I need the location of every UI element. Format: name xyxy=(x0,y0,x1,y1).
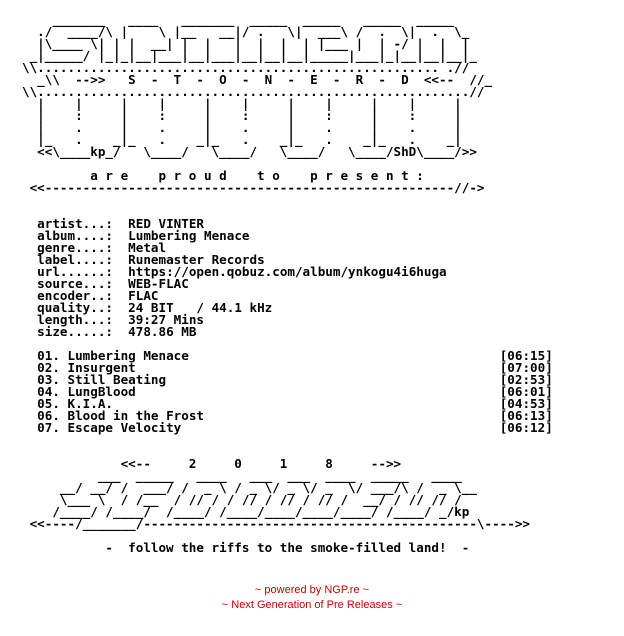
info-key: quality..: xyxy=(37,300,113,315)
logo-line: \___ \ / /__ / // / / // / // / // / __/ / // // / xyxy=(22,492,462,507)
info-key: artist...: xyxy=(37,216,113,231)
track-title: LungBlood xyxy=(67,384,136,399)
track-time: [06:13] xyxy=(499,408,553,423)
banner-line: _|_____/ |_|_|__|___|__|___|__|__|__|_____|___|_|__|__|__|_ xyxy=(22,48,477,63)
info-value: https://open.qobuz.com/album/ynkogu4i6huga xyxy=(128,264,447,279)
track-time: [06:15] xyxy=(499,348,553,363)
info-value: 39:27 Mins xyxy=(128,312,204,327)
banner-line: | : | : | : | : | : | xyxy=(22,108,462,123)
info-value: WEB-FLAC xyxy=(128,276,189,291)
track-number: 07. xyxy=(37,420,60,435)
track-title: Escape Velocity xyxy=(67,420,182,435)
track-time: [06:01] xyxy=(499,384,553,399)
nfo-text xyxy=(22,14,553,554)
info-key: album....: xyxy=(37,228,113,243)
info-value: 478.86 MB xyxy=(128,324,197,339)
footer-ngp: ~ Next Generation of Pre Releases ~ xyxy=(221,599,403,611)
logo-line: __/ __/ / ___/ / _ \ / _ \/ _ \/ _ \/ ___/\ / _ \__ xyxy=(22,480,477,495)
banner-line: <<\____kp_/ \____/ \____/ \____/ \____/ShD\____/>> xyxy=(22,144,477,159)
track-number: 02. xyxy=(37,360,60,375)
track-number: 06. xyxy=(37,408,60,423)
banner-line: \\..................................................... .// xyxy=(22,60,470,75)
info-key: length...: xyxy=(37,312,113,327)
track-title: Insurgent xyxy=(67,360,136,375)
presents-text: a r e p r o u d t o p r e s e n t : xyxy=(22,168,424,183)
info-key: encoder..: xyxy=(37,288,113,303)
presents-divider: <<------------------------------------------------------//-> xyxy=(22,180,493,195)
info-key: url......: xyxy=(37,264,113,279)
info-value: Metal xyxy=(128,240,167,255)
info-key: label....: xyxy=(37,252,113,267)
banner-line: | . | . | . | . | . | xyxy=(22,120,462,135)
track-time: [06:12] xyxy=(499,420,553,435)
info-value: FLAC xyxy=(128,288,159,303)
banner-line: _\\ -->> S - T - O - N - E - R - D <<-- //_ xyxy=(22,72,493,87)
track-time: [02:53] xyxy=(499,372,553,387)
tagline: - follow the riffs to the smoke-filled land! - xyxy=(22,540,470,555)
info-value: Lumbering Menace xyxy=(128,228,250,243)
year-line: <<-- 2 0 1 8 -->> xyxy=(22,456,402,471)
track-number: 05. xyxy=(37,396,60,411)
footer-powered-by: ~ powered by NGP.re ~ xyxy=(254,584,370,596)
info-key: genre....: xyxy=(37,240,113,255)
banner-line: _______ ____ _______ _____ _____ _____ _____ xyxy=(22,12,455,27)
banner-line: ./ ____/\ | \ |__ __|/ . \| ___\ / . \| . \_ xyxy=(22,24,470,39)
logo-line: <<----/_______/--------------------------------------------\---->> xyxy=(22,516,530,531)
track-row xyxy=(22,422,553,434)
tracklist xyxy=(22,350,553,434)
track-title: K.I.A. xyxy=(67,396,114,411)
logo-line: ___ _____ ____ ___ ___ ____ _____ ____ xyxy=(22,468,462,483)
info-value: RED VINTER xyxy=(128,216,204,231)
release-info xyxy=(22,218,553,338)
track-number: 04. xyxy=(37,384,60,399)
track-time: [07:00] xyxy=(499,360,553,375)
info-value: 24 BIT / 44.1 kHz xyxy=(128,300,273,315)
info-row xyxy=(22,326,553,338)
banner-line: \\.........................................................// xyxy=(22,84,485,99)
info-key: source...: xyxy=(37,276,113,291)
banner-line: | | | | | | | | | | | xyxy=(22,96,462,111)
track-title: Blood in the Frost xyxy=(67,408,204,423)
logo-line: /____/ /____/ /____/ /____/____/____/____/ /____/ _/kp xyxy=(22,504,470,519)
track-time: [04:53] xyxy=(499,396,553,411)
info-value: Runemaster Records xyxy=(128,252,265,267)
track-number: 01. xyxy=(37,348,60,363)
track-title: Still Beating xyxy=(67,372,167,387)
track-title: Lumbering Menace xyxy=(67,348,189,363)
info-key: size.....: xyxy=(37,324,113,339)
banner-line: |_ . _|_ . _|_ . _|_ . _|_ . _| xyxy=(22,132,462,147)
banner-line: |\____ \| | | __| | | | | | | |___ | | -/ | | | xyxy=(22,36,470,51)
track-number: 03. xyxy=(37,372,60,387)
